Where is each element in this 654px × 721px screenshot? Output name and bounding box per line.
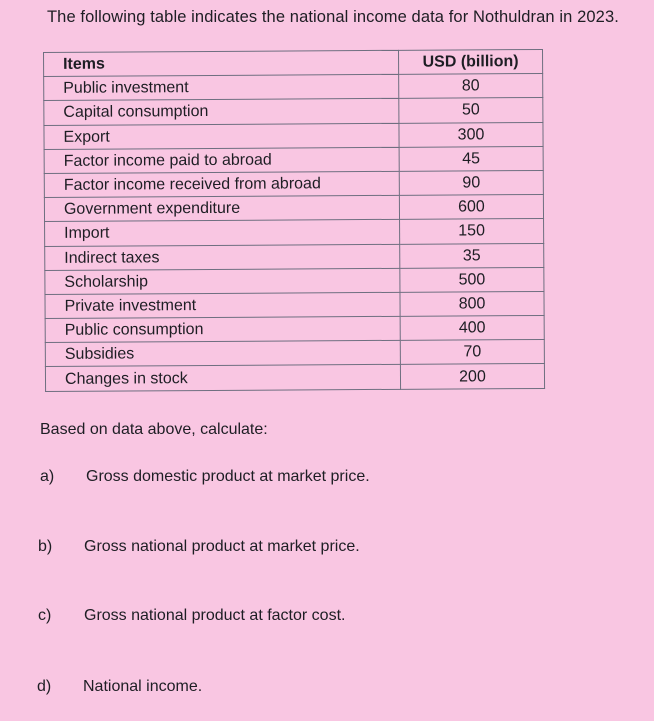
table-row [44,98,543,125]
row-item: Factor income received from abroad [44,171,399,197]
row-value: 800 [400,291,544,316]
question-c [38,607,345,625]
question-text: Gross national product at market price. [84,538,360,555]
header-usd: USD (billion) [398,49,542,74]
question-letter: a) [40,468,55,485]
row-value: 150 [400,219,544,244]
row-item: Changes in stock [45,365,400,391]
table-row [45,267,544,294]
row-value: 200 [400,364,544,389]
row-item: Private investment [45,292,400,318]
table-row [45,291,544,318]
calculate-prompt: Based on data above, calculate: [40,421,268,438]
question-d [37,678,202,696]
row-item: Public investment [44,75,399,101]
table-row [44,122,543,149]
question-text: Gross national product at factor cost. [84,607,346,624]
row-value: 90 [399,170,543,195]
table-row [45,316,544,343]
income-table [43,49,545,392]
intro-text: The following table indicates the national income data for Nothuldran in 2023. [47,8,619,26]
table-row [45,364,544,391]
row-item: Import [45,220,400,246]
question-letter: b) [38,538,53,555]
header-items: Items [44,50,399,76]
question-b [38,538,360,556]
row-item: Factor income paid to abroad [44,147,399,173]
row-value: 35 [400,243,544,268]
row-item: Subsidies [45,341,400,367]
row-value: 45 [399,146,543,171]
table-row [44,170,543,197]
row-item: Public consumption [45,316,400,342]
table-row [45,219,544,246]
table-row [44,195,543,222]
table-header-row [44,49,543,76]
table-row [44,74,543,101]
table-row [45,340,544,367]
row-item: Government expenditure [44,195,399,221]
row-value: 50 [399,98,543,123]
question-text: National income. [83,678,203,695]
row-value: 80 [399,74,543,99]
row-value: 600 [399,195,543,220]
table-row [44,146,543,173]
row-item: Capital consumption [44,99,399,125]
row-value: 70 [400,340,544,365]
question-letter: d) [37,678,52,695]
table-row [45,243,544,270]
row-value: 400 [400,316,544,341]
row-item: Indirect taxes [45,244,400,270]
row-value: 500 [400,267,544,292]
row-item: Scholarship [45,268,400,294]
row-value: 300 [399,122,543,147]
row-item: Export [44,123,399,149]
question-text: Gross domestic product at market price. [86,468,370,485]
question-letter: c) [38,607,52,624]
question-a [40,468,370,486]
